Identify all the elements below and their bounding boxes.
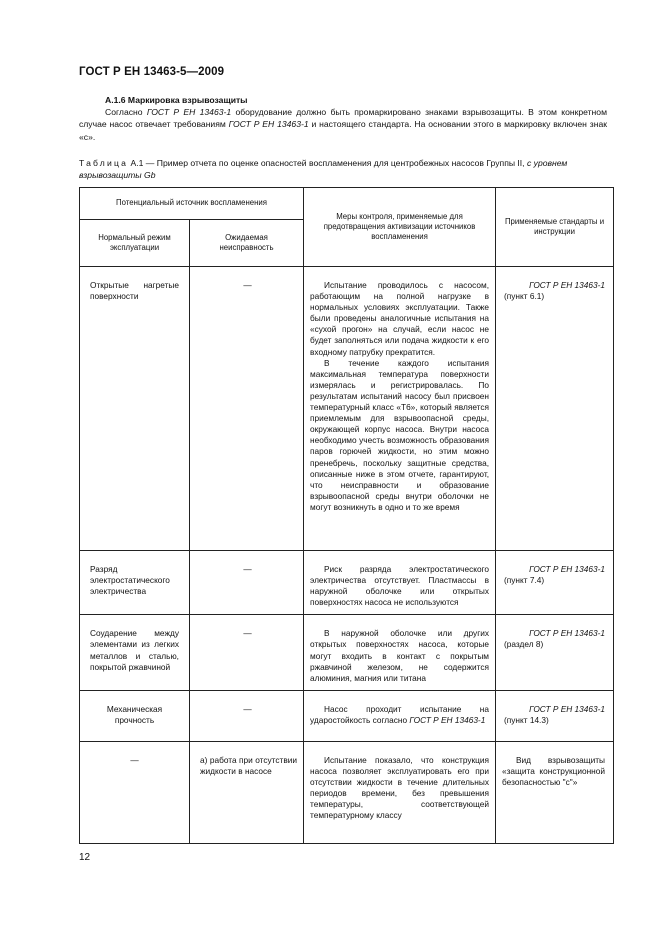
- row2-measures: [304, 551, 496, 615]
- para-ref1: ГОСТ Р ЕН 13463-1: [146, 107, 232, 118]
- row4-standard: [496, 690, 614, 741]
- caption-label: Таблица: [79, 158, 129, 168]
- header-ignition-source: Потенциальный источник воспламенения: [80, 188, 304, 220]
- header-normal-mode: Нормальный режим эксплуатации: [80, 220, 190, 267]
- row4-std-ref: ГОСТ Р ЕН 13463-1: [529, 703, 606, 714]
- row1-std-point: (пункт 6.1): [504, 291, 545, 302]
- table-row: [80, 267, 614, 551]
- para-part2: оборудование должно быть промаркировано знаками взрывозащиты. В этом конкретном случае насос отвечает требованиям: [79, 107, 607, 130]
- row4-measures-ref: ГОСТ Р ЕН 13463-1: [409, 714, 486, 725]
- row5-measures-p1: Испытание показало, что конструкция насоса позволяет эксплуатировать его при отсутствии жидкости в течение длительных периодов времени, без превышения температуры, соответствующей температурному классу: [310, 754, 490, 821]
- row2-normal: Разряд электростатического электричества: [80, 551, 190, 615]
- table-row: [80, 615, 614, 690]
- table-header-row: [80, 188, 614, 220]
- row1-measures-p1: Испытание проводилось с насосом, работающим на полной нагрузке в нормальных условиях эксплуатации. Также были проведены аналогичные испытания на «сухой прогон» на случай, если насос не будет заполняться или подача жидкости к его входному патрубку прекратится.: [310, 280, 490, 357]
- row5-normal: —: [80, 741, 190, 843]
- row4-measures-text: Насос проходит испытание на ударостойкость согласно: [310, 703, 490, 725]
- document-header: ГОСТ Р ЕН 13463-5—2009: [79, 66, 225, 78]
- row4-fault: —: [190, 690, 304, 741]
- row3-fault: —: [190, 615, 304, 690]
- row3-measures: [304, 615, 496, 690]
- table-row: [80, 551, 614, 615]
- table-row: [80, 690, 614, 741]
- section-a16: [79, 94, 607, 143]
- row5-fault: а) работа при отсутствии жидкости в насосе: [190, 741, 304, 843]
- row1-measures: [304, 267, 496, 551]
- header-expected-fault: Ожидаемая неисправность: [190, 220, 304, 267]
- row3-standard: [496, 615, 614, 690]
- row5-standard: [496, 741, 614, 843]
- para-part3: и настоящего стандарта. На основании этого в маркировку включен знак «с».: [79, 119, 607, 142]
- row4-measures: [304, 690, 496, 741]
- row2-std-ref: ГОСТ Р ЕН 13463-1: [529, 564, 606, 574]
- row1-standard: [496, 267, 614, 551]
- row4-measures-p1: [310, 704, 489, 726]
- row3-std-point: (раздел 8): [504, 639, 544, 650]
- row2-std-point: (пункт 7.4): [504, 575, 545, 586]
- row5-measures: [304, 741, 496, 843]
- caption-text: А.1 — Пример отчета по оценке опасностей воспламенения для центробежных насосов Группы II,: [128, 158, 527, 168]
- row5-std-text: Вид взрывозащиты «защита конструкционной безопасностью "с"»: [502, 754, 606, 788]
- section-paragraph: [79, 106, 607, 143]
- row1-normal: Открытые нагретые поверхности: [80, 267, 190, 551]
- caption-italic: с уровнем взрывозащиты Gb: [79, 158, 568, 181]
- header-measures: Меры контроля, применяемые для предотвращения активизации источников воспламенения: [304, 188, 496, 267]
- row2-fault: —: [190, 551, 304, 615]
- row1-measures-p2: В течение каждого испытания максимальная температура поверхности измерялась и регистрировалась. По результатам испытаний насосу был присвоен температурный класс «Т6», который является приемлемым для взрывоопасной среды, окружающей корпус насоса. Внутри насоса необходимо учесть возможность образования паров горючей жидкости, но этим можно пренебречь, поскольку защитные средства, описанные ниже в этом отчете, гарантируют, что неисправности и образование взрывоопасной среды внутри оболочки не могут возникнуть в одно и то же время: [310, 357, 490, 512]
- row3-normal: Соударение между элементами из легких металлов и сталью, покрытой ржавчиной: [80, 615, 190, 690]
- table-row: [80, 741, 614, 843]
- row4-normal: Механическая прочность: [80, 690, 190, 741]
- section-heading: А.1.6 Маркировка взрывозащиты: [105, 95, 248, 105]
- para-part1: Согласно: [105, 107, 147, 118]
- header-standards: Применяемые стандарты и инструкции: [496, 188, 614, 267]
- row1-std-ref: ГОСТ Р ЕН 13463-1: [529, 280, 606, 290]
- row2-standard: [496, 551, 614, 615]
- page-number: 12: [79, 852, 91, 863]
- row4-std-point: (пункт 14.3): [504, 714, 549, 725]
- table-caption: [79, 157, 613, 181]
- ignition-hazard-table: [79, 187, 614, 844]
- row3-measures-p1: В наружной оболочке или других открытых поверхностях насоса, которые могут входить в контакт с покрытым ржавчиной железом, не содержится алюминия, магния или титана: [310, 628, 490, 683]
- row1-fault: —: [190, 267, 304, 551]
- row2-measures-p1: Риск разряда электростатического электричества отсутствует. Пластмассы в наружной оболочке или открытых поверхностях насоса не используются: [310, 564, 490, 608]
- row3-std-ref: ГОСТ Р ЕН 13463-1: [529, 628, 606, 639]
- para-ref2: ГОСТ Р ЕН 13463-1: [228, 119, 309, 130]
